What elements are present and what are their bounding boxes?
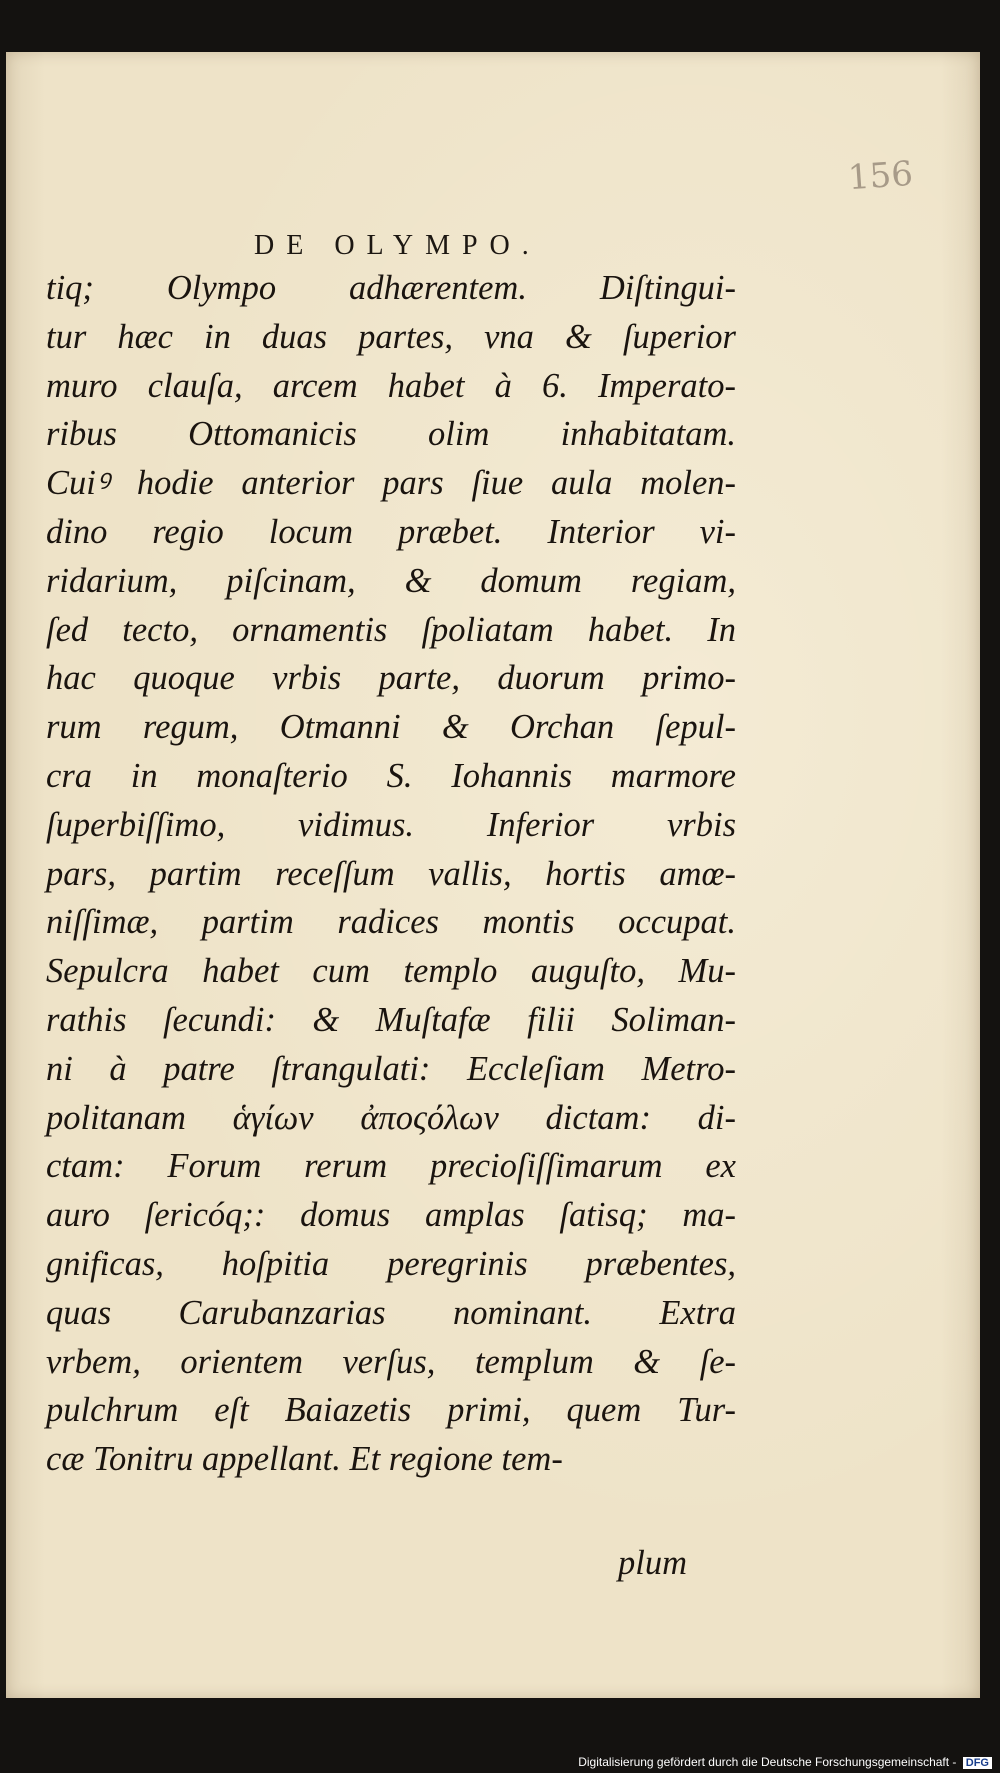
digitization-credit bbox=[578, 1755, 992, 1769]
text-line: ſuperbiſſimo, vidimus. Inferior vrbis bbox=[46, 805, 736, 844]
text-line: cra in monaſterio S. Iohannis marmore bbox=[46, 756, 736, 795]
text-line: ridarium, piſcinam, & domum regiam, bbox=[46, 561, 736, 600]
text-line: dino regio locum præbet. Interior vi- bbox=[46, 512, 736, 551]
running-head: DE OLYMPO. bbox=[254, 230, 541, 261]
text-line: tur hæc in duas partes, vna & ſuperior bbox=[46, 317, 736, 356]
text-line: auro ſericóq;: domus amplas ſatisq; ma- bbox=[46, 1196, 736, 1235]
text-line: quas Carubanzarias nominant. Extra bbox=[46, 1293, 736, 1332]
text-line: gnificas, hoſpitia peregrinis præbentes, bbox=[46, 1244, 736, 1283]
text-line: hac quoque vrbis parte, duorum primo- bbox=[46, 659, 736, 698]
text-line: ribus Ottomanicis olim inhabitatam. bbox=[46, 415, 736, 454]
text-line: ctam: Forum rerum precioſiſſimarum ex bbox=[46, 1147, 736, 1186]
text-line: pulchrum eſt Baiazetis primi, quem Tur- bbox=[46, 1391, 736, 1430]
book-page bbox=[6, 52, 980, 1698]
text-line: rum regum, Otmanni & Orchan ſepul- bbox=[46, 708, 736, 747]
text-line: vrbem, orientem verſus, templum & ſe- bbox=[46, 1342, 736, 1381]
dfg-logo-badge: DFG bbox=[963, 1757, 992, 1769]
text-line: pars, partim receſſum vallis, hortis amœ- bbox=[46, 854, 736, 893]
text-line: Sepulcra habet cum templo auguſto, Mu- bbox=[46, 952, 736, 991]
text-line: cæ Tonitru appellant. Et regione tem- bbox=[46, 1440, 563, 1479]
credit-text: Digitalisierung gefördert durch die Deutsche Forschungsgemeinschaft - bbox=[578, 1755, 957, 1769]
text-line: rathis ſecundi: & Muſtafæ filii Soliman- bbox=[46, 1000, 736, 1039]
text-line: Cuiꝰ hodie anterior pars ſiue aula molen- bbox=[46, 464, 736, 503]
text-line: politanam ἁγίων ἀποςόλων dictam: di- bbox=[46, 1098, 736, 1137]
text-line: ni à patre ſtrangulati: Eccleſiam Metro- bbox=[46, 1049, 736, 1088]
catchword: plum bbox=[618, 1544, 687, 1582]
folio-number: 156 bbox=[846, 153, 915, 199]
text-block bbox=[46, 264, 736, 1484]
text-line: ſed tecto, ornamentis ſpoliatam habet. In bbox=[46, 610, 736, 649]
text-line: niſſimæ, partim radices montis occupat. bbox=[46, 903, 736, 942]
text-line: tiq; Olympo adhærentem. Diſtingui- bbox=[46, 269, 736, 307]
text-line: muro clauſa, arcem habet à 6. Imperato- bbox=[46, 366, 736, 405]
